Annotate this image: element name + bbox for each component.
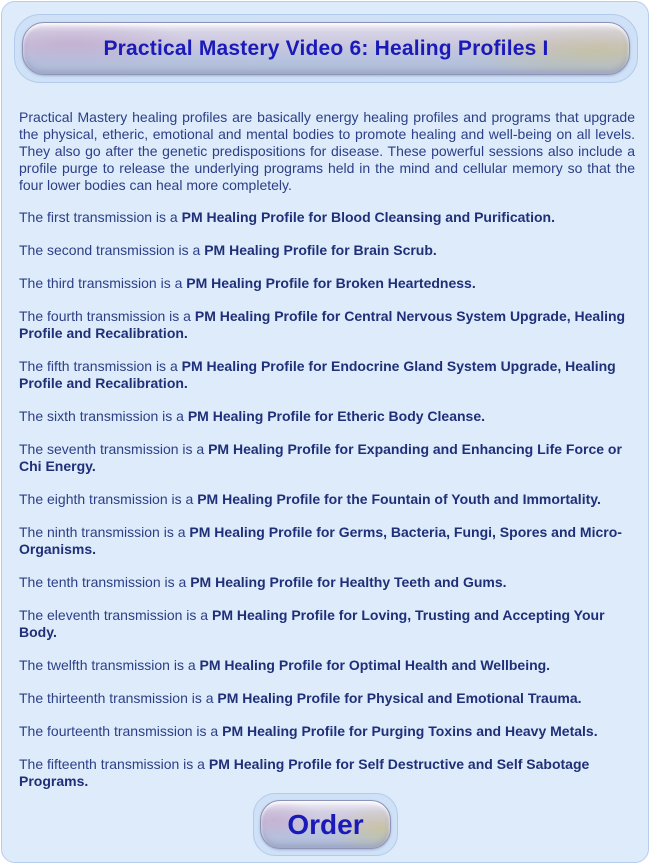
transmission-prefix: The first transmission is a <box>19 209 182 225</box>
transmission-prefix: The eighth transmission is a <box>19 491 198 507</box>
transmission-profile: PM Healing Profile for Expanding and Enhancing Life Force or Chi Energy. <box>19 441 622 474</box>
transmission-profile: PM Healing Profile for Broken Heartedness. <box>186 275 476 291</box>
transmission-item <box>19 690 635 707</box>
transmission-prefix: The fourth transmission is a <box>19 308 195 324</box>
transmission-item <box>19 723 635 740</box>
transmission-item <box>19 524 635 558</box>
transmission-profile: PM Healing Profile for Endocrine Gland System Upgrade, Healing Profile and Recalibration. <box>19 358 616 391</box>
page-title: Practical Mastery Video 6: Healing Profiles I <box>103 36 549 60</box>
transmission-prefix: The thirteenth transmission is a <box>19 690 218 706</box>
transmission-profile: PM Healing Profile for Central Nervous System Upgrade, Healing Profile and Recalibration. <box>19 308 626 341</box>
transmission-item <box>19 358 635 392</box>
title-frame <box>14 14 638 83</box>
transmission-profile: PM Healing Profile for Physical and Emotional Trauma. <box>217 690 582 706</box>
transmission-prefix: The twelfth transmission is a <box>19 657 200 673</box>
transmission-profile: PM Healing Profile for Etheric Body Cleanse. <box>187 408 486 424</box>
description-content <box>19 109 635 806</box>
intro-paragraph: Practical Mastery healing profiles are basically energy healing profiles and programs that upgrade the physical, etheric, emotional and mental bodies to promote healing and well-being on all levels. They also go after the genetic predispositions for disease. These powerful sessions also include a profile purge to release the underlying programs held in the mind and cellular memory so that the four lower bodies can heal more completely. <box>19 109 635 193</box>
content-panel <box>1 1 649 863</box>
transmission-profile: PM Healing Profile for Blood Cleansing and Purification. <box>181 209 555 225</box>
transmission-item <box>19 308 635 342</box>
transmission-item <box>19 491 635 508</box>
transmission-item <box>19 657 635 674</box>
transmission-prefix: The fifteenth transmission is a <box>19 756 209 772</box>
transmission-profile: PM Healing Profile for Optimal Health and Wellbeing. <box>199 657 551 673</box>
transmission-item <box>19 441 635 475</box>
title-bar <box>22 22 630 75</box>
transmission-item <box>19 275 635 292</box>
transmission-profile: PM Healing Profile for the Fountain of Youth and Immortality. <box>197 491 601 507</box>
transmission-prefix: The tenth transmission is a <box>19 574 191 590</box>
transmission-item <box>19 242 635 259</box>
transmission-item <box>19 209 635 226</box>
transmission-item <box>19 607 635 641</box>
transmission-profile: PM Healing Profile for Loving, Trusting and Accepting Your Body. <box>19 607 605 640</box>
transmission-prefix: The ninth transmission is a <box>19 524 190 540</box>
order-button[interactable] <box>260 800 391 849</box>
order-button-label: Order <box>287 808 364 840</box>
transmission-item <box>19 574 635 591</box>
transmission-profile: PM Healing Profile for Germs, Bacteria, Fungi, Spores and Micro-Organisms. <box>19 524 622 557</box>
transmission-profile: PM Healing Profile for Healthy Teeth and Gums. <box>190 574 507 590</box>
transmission-prefix: The sixth transmission is a <box>19 408 188 424</box>
transmission-prefix: The third transmission is a <box>19 275 187 291</box>
transmission-item <box>19 408 635 425</box>
transmission-profile: PM Healing Profile for Brain Scrub. <box>204 242 437 258</box>
transmission-profile: PM Healing Profile for Purging Toxins and Heavy Metals. <box>222 723 598 739</box>
order-button-frame <box>253 793 398 856</box>
transmission-prefix: The fifth transmission is a <box>19 358 182 374</box>
transmission-prefix: The second transmission is a <box>19 242 205 258</box>
transmission-prefix: The fourteenth transmission is a <box>19 723 223 739</box>
transmission-prefix: The seventh transmission is a <box>19 441 209 457</box>
transmission-profile: PM Healing Profile for Self Destructive and Self Sabotage Programs. <box>19 756 590 789</box>
transmission-prefix: The eleventh transmission is a <box>19 607 212 623</box>
transmission-item <box>19 756 635 790</box>
